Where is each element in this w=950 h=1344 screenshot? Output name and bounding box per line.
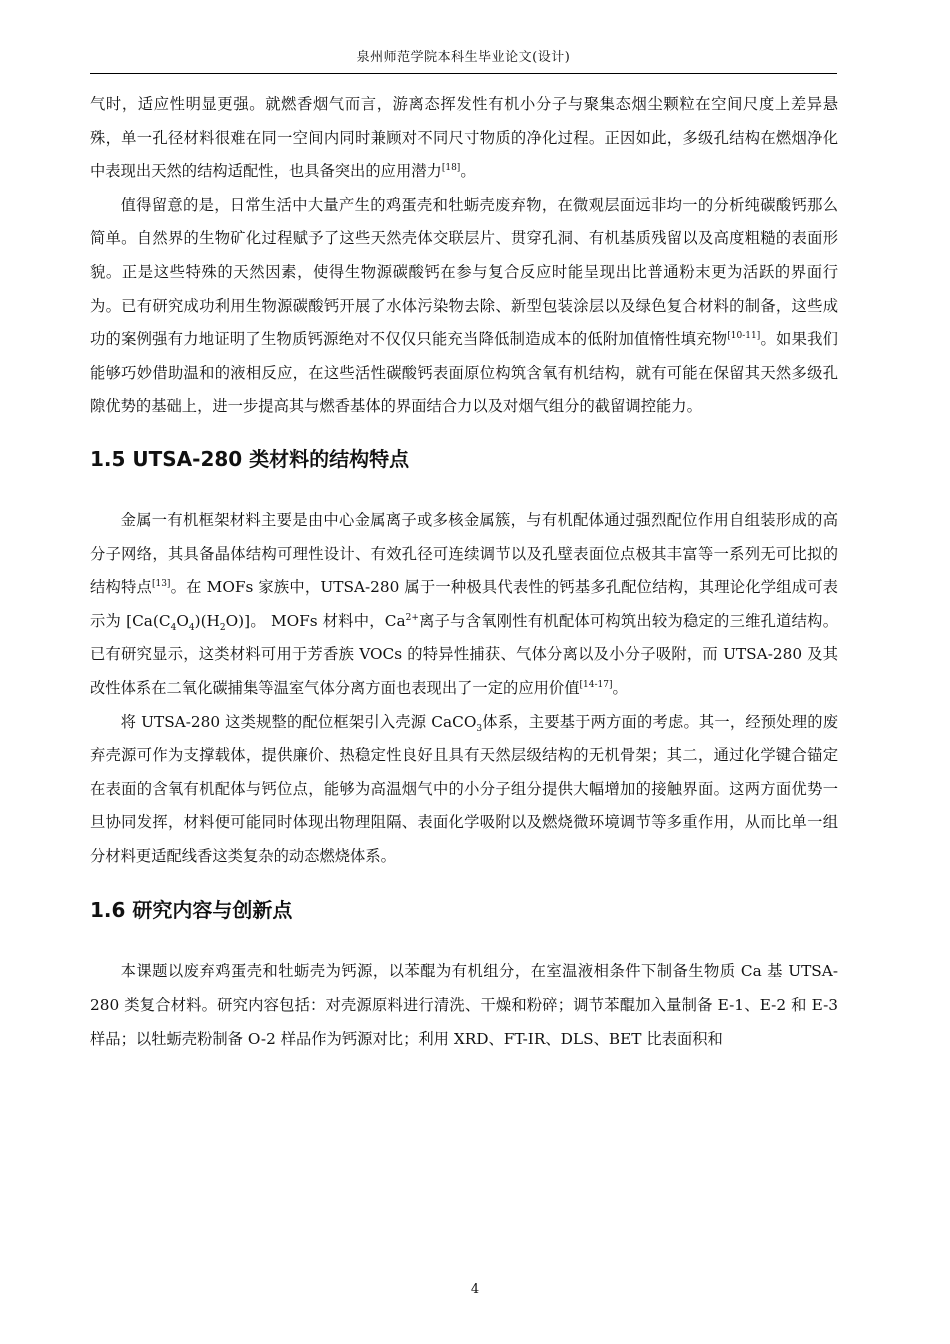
section-heading-1-5: 1.5 UTSA-280 类材料的结构特点 <box>90 446 410 471</box>
superscript: 2+ <box>405 612 419 623</box>
text-run: 体系，主要基于两方面的考虑。其一，经预处理的废弃壳源可作为支撑载体，提供廉价、热稳定性良好且具有天然层级结构的无机骨架；其二，通过化学键合锚定在表面的含氧有机配体与钙位点，能够为高温烟气中的小分子组分提供大幅增加的接触界面。这两方面优势一旦协同发挥，材料便可能同时体现出物理阻隔、表面化学吸附以及燃烧微环境调节等多重作用，从而比单一组分材料更适配线香这类复杂的动态燃烧体系。 <box>90 712 838 865</box>
text-run: 离子与含氧刚性有机配体可构筑出较为稳定的三维孔道结构。已有研究显示，这类材料可用于芳香族 VOCs 的特异性捕获、气体分离以及小分子吸附，而 UTSA-280 及其改性体系在二氧化碳捕集等温室气体分离方面也表现出了一定的应用价值 <box>90 611 838 697</box>
citation: [13] <box>151 579 171 590</box>
subscript: 3 <box>476 723 483 734</box>
subscript: 4 <box>170 622 177 633</box>
citation: [10-11] <box>727 331 761 342</box>
text-run: 本课题以废弃鸡蛋壳和牡蛎壳为钙源，以苯醌为有机组分，在室温液相条件下制备生物质 Ca 基 UTSA-280 类复合材料。研究内容包括：对壳源原料进行清洗、干燥和粉碎；调节苯醌加入量制备 E-1、E-2 和 E-3 样品；以牡蛎壳粉制备 O-2 样品作为钙源对比；利用 XRD、FT-IR、DLS、BET 比表面积和 <box>90 962 838 1048</box>
subscript: 4 <box>188 622 195 633</box>
text-run: 。 <box>460 162 476 181</box>
paragraph-biogenic-calcium <box>90 189 838 424</box>
text-run: 将 UTSA-280 这类规整的配位框架引入壳源 CaCO <box>120 712 477 731</box>
paragraph-shell-caco3 <box>90 706 838 874</box>
text-run: 。 <box>612 678 628 697</box>
text-run: 值得留意的是，日常生活中大量产生的鸡蛋壳和牡蛎壳废弃物，在微观层面远非均一的分析纯碳酸钙那么简单。自然界的生物矿化过程赋予了这些天然壳体交联层片、贯穿孔洞、有机基质残留以及高度粗糙的表面形貌。正是这些特殊的天然因素，使得生物源碳酸钙在参与复合反应时能呈现出比普通粉末更为活跃的界面行为。已有研究成功利用生物源碳酸钙开展了水体污染物去除、新型包装涂层以及绿色复合材料的制备，这些成功的案例强有力地证明了生物质钙源绝对不仅仅只能充当降低制造成本的低附加值惰性填充物 <box>90 195 838 349</box>
header-divider <box>90 73 837 74</box>
text-run: O)]。 MOFs 材料中，Ca <box>225 611 406 630</box>
paragraph-mof-structure <box>90 504 838 706</box>
paragraph-porous-structure <box>90 88 838 189</box>
body-text <box>90 88 838 1056</box>
text-run: O <box>176 611 189 630</box>
paragraph-research-content <box>90 955 838 1056</box>
citation: [18] <box>441 163 461 174</box>
text-run: 金属一有机框架材料主要是由中心金属离子或多核金属簇，与有机配体通过强烈配位作用自组装形成的高分子网络，其具备晶体结构可理性设计、有效孔径可连续调节以及孔壁表面位点极其丰富等一系列无可比拟的结构特点 <box>90 510 838 597</box>
text-run: )(H <box>194 611 220 630</box>
subscript: 2 <box>219 622 226 633</box>
text-run: 。在 MOFs 家族中，UTSA-280 属于一种极具代表性的钙基多孔配位结构，其理论化学组成可表示为 [Ca(C <box>90 578 838 630</box>
text-run: 。如果我们能够巧妙借助温和的液相反应，在这些活性碳酸钙表面原位构筑含氧有机结构，就有可能在保留其天然多级孔隙优势的基础上，进一步提高其与燃香基体的界面结合力以及对烟气组分的截留调控能力。 <box>90 330 838 416</box>
citation: [14-17] <box>579 679 613 690</box>
section-heading-1-6: 1.6 研究内容与创新点 <box>90 898 293 923</box>
page-number: 4 <box>470 1282 480 1297</box>
running-header: 泉州师范学院本科生毕业论文(设计) <box>356 50 571 65</box>
text-run: 气时，适应性明显更强。就燃香烟气而言，游离态挥发性有机小分子与聚集态烟尘颗粒在空间尺度上差异悬殊，单一孔径材料很难在同一空间内同时兼顾对不同尺寸物质的净化过程。正因如此，多级孔结构在燃烟净化中表现出天然的结构适配性，也具备突出的应用潜力 <box>90 95 838 181</box>
